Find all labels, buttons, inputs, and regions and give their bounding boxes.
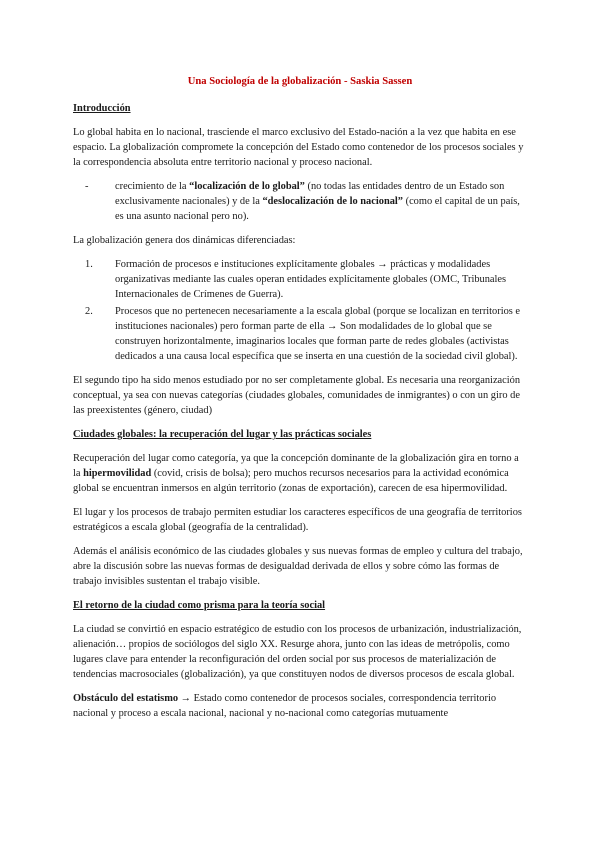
section-heading-global-cities: Ciudades globales: la recuperación del lugar y las prácticas sociales	[73, 429, 372, 440]
bullet-text-part: crecimiento de la	[115, 181, 190, 192]
list-number: 2.	[85, 306, 93, 317]
cities-paragraph-3: Además el análisis económico de las ciudades globales y sus nuevas formas de empleo y cultura del trabajo, abre la discusión sobre las nuevas formas de desigualdad derivada de ellos y sobre cómo las formas de trabajo invisibles sustentan el trabajo visible.	[73, 546, 523, 587]
intro-paragraph-2: La globalización genera dos dinámicas diferenciadas:	[73, 235, 296, 246]
bold-term: Obstáculo del estatismo	[73, 693, 179, 704]
list-item	[85, 304, 527, 364]
dynamics-numbered-list	[73, 257, 527, 364]
text-part: → Estado como contenedor de procesos sociales, correspondencia territorio nacional y proceso a escala nacional, nacional y no-nacional como categorías mutuamente	[73, 693, 497, 719]
document-title: Una Sociología de la globalización - Saskia Sassen	[187, 76, 413, 87]
cities-paragraph-2: El lugar y los procesos de trabajo permiten estudiar los caracteres específicos de una geografía de territorios estratégicos a escala global (geografía de la centralidad).	[73, 507, 522, 533]
intro-paragraph-1: Lo global habita en lo nacional, trasciende el marco exclusivo del Estado-nación a la vez que habita en ese espacio. La globalización compromete la concepción del Estado como contenedor de los procesos sociales y la correspondencia absoluta entre territorio nacional y proceso nacional.	[73, 127, 524, 168]
list-item	[85, 179, 527, 224]
intro-paragraph-3: El segundo tipo ha sido menos estudiado por no ser completamente global. Es necesaria una reorganización conceptual, ya sea con nuevas categorías (ciudades globales, comunidades de inmigrantes) o con un giro de las preexistentes (género, ciudad)	[73, 375, 521, 416]
intro-bullet-list	[73, 179, 527, 224]
document-page	[73, 68, 527, 730]
city-return-paragraph-1: La ciudad se convirtió en espacio estratégico de estudio con los procesos de urbanización, industrialización, alienación… propios de sociólogos del siglo XX. Resurge ahora, junto con las ideas de metrópolis, como lugares clave para entender la reconfiguración del orden social por sus procesos de materialización de tendencias macrosociales (globalización), ya que constituyen nodos de diversos procesos de escala global.	[73, 624, 522, 680]
bullet-dash: -	[85, 181, 89, 192]
section-heading-city-return: El retorno de la ciudad como prisma para la teoría social	[73, 600, 326, 611]
bold-term: hipermovilidad	[83, 468, 152, 479]
text-part: (covid, crisis de bolsa); pero muchos recursos necesarios para la actividad económica global se encuentran inmersos en algún territorio (zonas de exportación), carecen de esa hipermovilidad.	[73, 468, 509, 494]
bullet-text-part: (no todas las entidades dentro de un Estado son exclusivamente nacionales) y de la	[115, 181, 505, 207]
bullet-text-part: (como el capital de un país, es una asunto nacional pero no).	[115, 196, 520, 222]
bullet-bold-term: “deslocalización de lo nacional”	[262, 196, 404, 207]
list-item	[85, 257, 527, 302]
city-return-paragraph-2	[73, 691, 527, 721]
cities-paragraph-1	[73, 451, 527, 496]
section-heading-intro: Introducción	[73, 103, 131, 114]
list-item-text: Procesos que no pertenecen necesariamente a la escala global (porque se localizan en territorios e instituciones nacionales) pero forman parte de ella → Son modalidades de lo global que se construyen horizontalmente, imaginarios locales que forman parte de redes globales (activistas dedicados a una causa local específica que se inserta en una cuestión de la sociedad civil global).	[115, 306, 521, 362]
text-part: Recuperación del lugar como categoría, ya que la concepción dominante de la globalización gira en torno a la	[73, 453, 519, 479]
bullet-bold-term: “localización de lo global”	[189, 181, 305, 192]
list-item-text: Formación de procesos e instituciones explícitamente globales → prácticas y modalidades organizativas mediante las cuales operan entidades explícitamente globales (OMC, Tribunales Internacionales de Crímenes de Guerra).	[115, 259, 507, 300]
list-number: 1.	[85, 259, 93, 270]
